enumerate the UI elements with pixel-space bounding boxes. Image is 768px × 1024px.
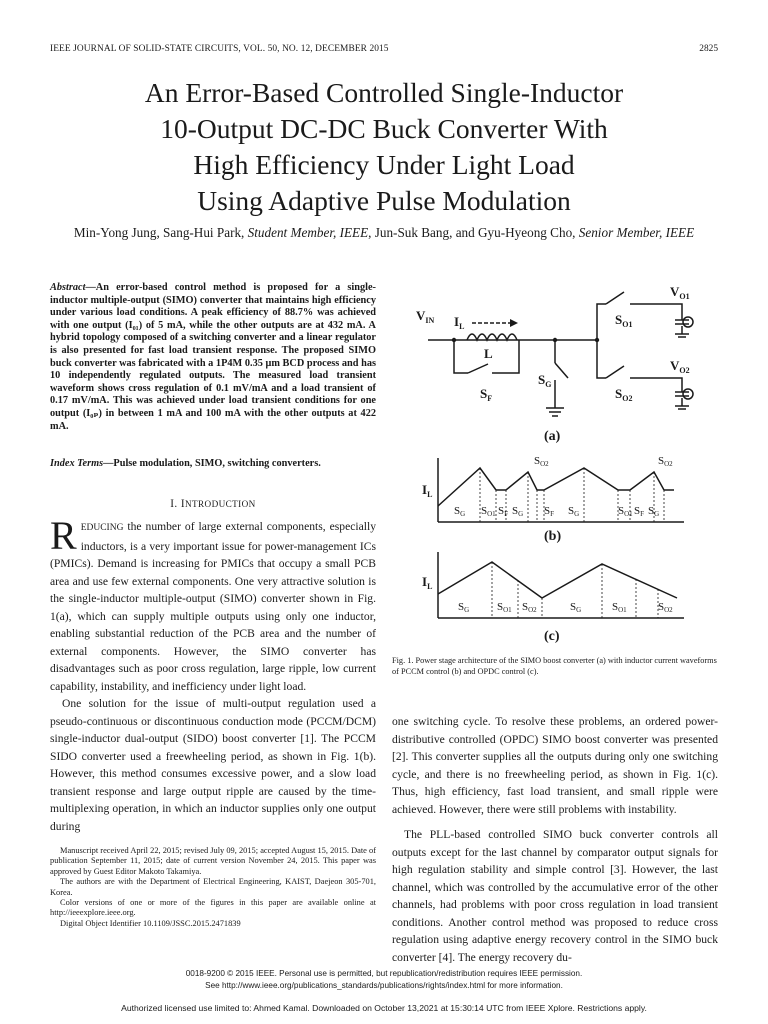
first-word-rest: EDUCING [80,523,124,533]
segment-label: SO1 [612,601,627,614]
abstract-text: —An error-based control method is proposed for a single-inductor multiple-output (SIMO) converter that maintains high efficiency under various load conditions. A peak efficiency of 88.7% was achieved with one output (I₀₁) of 5 mA, while the other outputs are at 432 mA. A hybrid topology composed of a switching converter and a linear regulator is also presented for fast load transient response. The proposed SIMO buck converter was fabricated with a 1P4M 0.35 μm BCD process and has 10 independently regulated outputs. The measured load transient waveform shows cross regulation of 0.1 mV/mA and a load transient of 0.17 mV/mA. This was achieved under load transient conditions for one output (I₀ₚ) in between 1 mA and 100 mA with the other outputs at 422 mA. [50,282,376,432]
abstract [50,282,376,433]
vin-label: $V_{IN}$ [416,308,435,325]
sf-label: $S_F$ [480,386,493,403]
author-list [30,225,738,241]
segment-label: SO2 [658,601,673,614]
segment-label: SG [458,601,470,614]
subfig-a-label: (a) [544,429,561,444]
figure-caption: Fig. 1. Power stage architecture of the SIMO boost converter (a) with inductor current waveforms of PCCM control (b) and OPDC control (c). [392,656,717,676]
author-role-1: Student Member, IEEE [247,225,369,240]
journal-name: IEEE JOURNAL OF SOLID-STATE CIRCUITS, VOL. 50, NO. 12, DECEMBER 2015 [50,44,389,54]
switch-so1 [606,292,624,304]
footnote: Digital Object Identifier 10.1109/JSSC.2015.2471839 [60,918,241,928]
segment-label: SG [570,601,582,614]
segment-label: SF [634,505,645,518]
segment-label: SO1 [618,505,633,518]
inductor [467,334,517,340]
il-axis-label-b: $I_L$ [422,482,433,499]
running-header [50,44,718,58]
segment-label: SF [498,505,509,518]
segment-label: SF [544,505,555,518]
segment-label: SG [454,505,466,518]
segment-label: SG [648,505,660,518]
paper-title [30,75,738,219]
subfig-c-label: (c) [544,629,560,644]
il-label: $I_L$ [454,314,465,331]
page-number: 2825 [699,44,718,54]
title-line: Using Adaptive Pulse Modulation [197,185,571,216]
so2-top-label-b1: SO2 [534,455,549,468]
subfig-b-label: (b) [544,529,562,544]
copyright-line-2: See http://www.ieee.org/publications_standards/publications/rights/index.html for more information. [205,981,563,990]
index-terms-label: Index Terms [50,458,104,469]
waveform-c [438,562,677,598]
switch-sg [555,363,568,378]
footnote: Color versions of one or more of the figures in this paper are available online at http://ieeexplore.ieee.org. [50,898,376,918]
intro-paragraph-1 [50,513,376,695]
authors-part-1: Min-Yong Jung, Sang-Hui Park, [73,225,248,240]
so2-top-label-b2: SO2 [658,455,673,468]
footnote: The authors are with the Department of Electrical Engineering, KAIST, Daejeon 305-701, Korea. [50,877,376,897]
section-title-rest: NTRODUCTION [184,499,256,509]
segment-label: SO1 [481,505,496,518]
section-heading-introduction [50,498,376,510]
title-line: An Error-Based Controlled Single-Inductor [144,77,624,108]
switch-so2 [606,366,624,378]
waveform-b [438,468,674,506]
switch-sf [468,364,488,373]
copyright-notice [30,968,738,992]
right-paragraph-1: one switching cycle. To resolve these problems, an ordered power-distributive controlled (OPDC) SIMO boost converter was presented [2]. This converter supplies all the outputs during only one switching cycle, and there is no freewheeling period, as shown in Fig. 1(c). Thus, high efficiency, fast load transient, and small ripple were achieved. However, there were still problems with instability. [392,715,718,816]
intro-p1-text: the number of large external components, especially inductors, is a very important issue for power-management ICs (PMICs). Demand is increasing for PMICs that occupy a small PCB area and use few external components. One very attractive solution is the single-inductor multiple-output (SIMO) converter shown in Fig. 1(a), which can supply multiple outputs using only one inductor, enabling substantial reduction of the PCB area and the number of external components. However, the SIMO converter has disadvantages such as poor cross regulation, large ripple, low current capability, instability, and inefficiency under light load. [50,520,376,693]
copyright-line-1: 0018-9200 © 2015 IEEE. Personal use is permitted, but republication/redistribution requires IEEE permission. [185,969,583,978]
vo1-label: $V_{O1}$ [670,284,690,301]
authorized-use-notice: Authorized licensed use limited to: Ahmed Kamal. Downloaded on October 13,2021 at 15:30:14 UTC from IEEE Xplore. Restrictions apply. [121,1003,647,1013]
abstract-label: Abstract [50,282,86,293]
figure-1 [392,268,718,652]
author-role-2: Senior Member, IEEE [578,225,695,240]
title-line: 10-Output DC-DC Buck Converter With [160,113,608,144]
so2-label: $S_{O2}$ [615,386,633,403]
segment-label: SO2 [522,601,537,614]
right-paragraph-2: The PLL-based controlled SIMO buck converter controls all outputs except for the last channel by comparator output signals for high regulation stability and simple control [3]. However, the last channel, which was controlled by the accumulative error of the other channels, had problems with poor cross regulation in load transient conditions. Another control method was proposed to reduce cross regulation using adaptive energy recovery control in the SIMO buck converter [4]. The energy recovery du- [392,828,718,964]
vo2-label: $V_{O2}$ [670,358,690,375]
segment-label: SG [568,505,580,518]
authors-part-2: , Jun-Suk Bang, and Gyu-Hyeong Cho, [368,225,579,240]
segment-label: SO1 [497,601,512,614]
section-number: I. [170,498,181,510]
footnotes [50,846,376,929]
sg-label: $S_G$ [538,372,552,389]
title-line: High Efficiency Under Light Load [193,149,575,180]
index-terms-text: —Pulse modulation, SIMO, switching converters. [103,458,321,469]
intro-paragraph-2: One solution for the issue of multi-output regulation used a pseudo-continuous or discontinuous conduction mode (PCCM/DCM) single-inductor dual-output (SIDO) boost converter [1]. The PCCM SIDO converter used a freewheeling period, as shown in Fig. 1(b). However, this method consumes excessive power, and a slow load transient response and large output ripple are caused by the time-multiplexing operation, in which an inductor supplies only one output during [50,697,376,833]
il-axis-label-c: $I_L$ [422,574,433,591]
section-title-initial: I [180,498,185,510]
index-terms [50,458,376,471]
so1-label: $S_{O1}$ [615,312,633,329]
drop-cap: R [50,513,77,558]
segment-label: SG [512,505,524,518]
inductor-label: L [484,346,493,361]
footnote: Manuscript received April 22, 2015; revised July 09, 2015; accepted August 15, 2015. Date of publication September 11, 2015; date of current version November 24, 2015. This paper was approved by Guest Editor Makoto Takamiya. [50,846,376,876]
